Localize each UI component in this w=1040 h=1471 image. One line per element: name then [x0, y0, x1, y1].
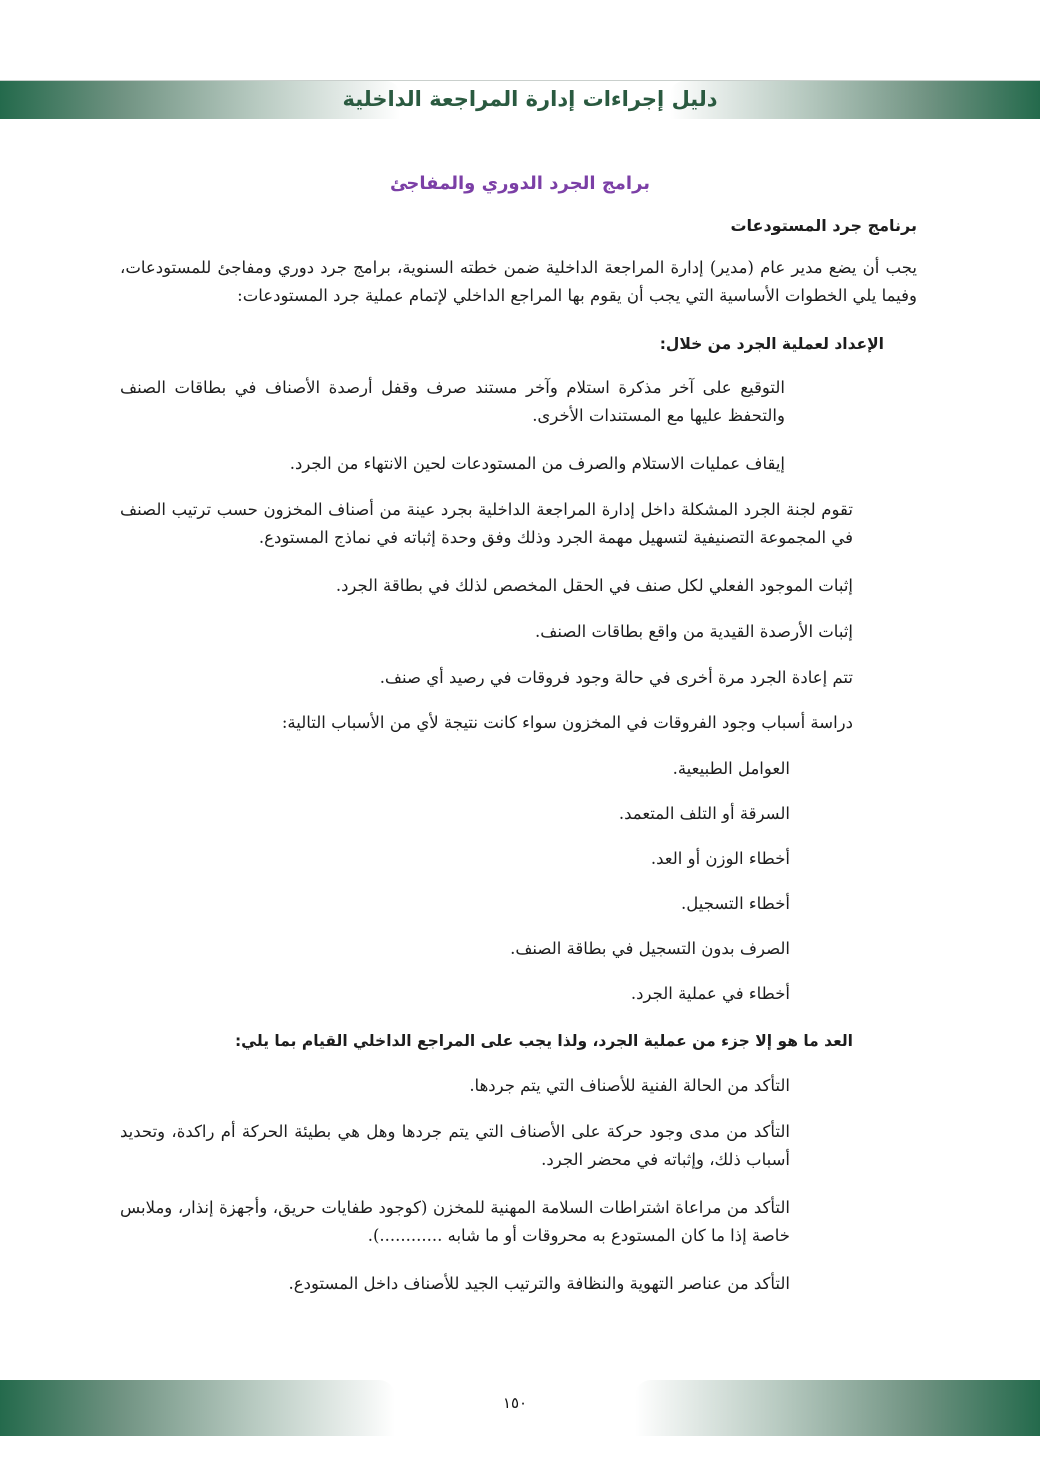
- step-item: دراسة أسباب وجود الفروقات في المخزون سواء كانت نتيجة لأي من الأسباب التالية:: [281, 713, 853, 732]
- prep-heading: الإعداد لعملية الجرد من خلال:: [659, 335, 884, 353]
- prep-item: إيقاف عمليات الاستلام والصرف من المستودعات لحين الانتهاء من الجرد.: [289, 454, 785, 473]
- step-item: إثبات الأرصدة القيدية من واقع بطاقات الصنف.: [535, 622, 853, 641]
- count-item: التأكد من عناصر التهوية والنظافة والترتيب الجيد للأصناف داخل المستودع.: [288, 1274, 790, 1293]
- footer-band-left: [0, 1380, 395, 1436]
- subheading: برنامج جرد المستودعات: [730, 216, 917, 235]
- cause-item: العوامل الطبيعية.: [672, 759, 790, 778]
- prep-item: التوقيع على آخر مذكرة استلام وآخر مستند صرف وقفل أرصدة الأصناف في بطاقات الصنف والتحفظ عليها مع المستندات الأخرى.: [120, 378, 785, 425]
- step-item: تتم إعادة الجرد مرة أخرى في حالة وجود فروقات في رصيد أي صنف.: [379, 668, 853, 687]
- count-item: التأكد من مدى وجود حركة على الأصناف التي يتم جردها وهل هي بطيئة الحركة أم راكدة، وتحديد أسباب ذلك، وإثباته في محضر الجرد.: [120, 1122, 790, 1169]
- cause-item: أخطاء الوزن أو العد.: [650, 849, 790, 868]
- count-item: التأكد من الحالة الفنية للأصناف التي يتم جردها.: [469, 1076, 790, 1095]
- section-title: برامج الجرد الدوري والمفاجئ: [389, 173, 651, 194]
- step-item: إثبات الموجود الفعلي لكل صنف في الحقل المخصص لذلك في بطاقة الجرد.: [335, 576, 853, 595]
- count-heading: العد ما هو إلا جزء من عملية الجرد، ولذا يجب على المراجع الداخلي القيام بما يلي:: [234, 1032, 853, 1050]
- cause-item: أخطاء في عملية الجرد.: [630, 984, 790, 1003]
- cause-item: أخطاء التسجيل.: [680, 894, 790, 913]
- footer-band-right: [635, 1380, 1040, 1436]
- count-item: التأكد من مراعاة اشتراطات السلامة المهنية للمخزن (كوجود طفايات حريق، وأجهزة إنذار، وملابس خاصة إذا ما كان المستودع به محروقات أو ما شابه ............).: [120, 1198, 790, 1245]
- intro-paragraph: يجب أن يضع مدير عام (مدير) إدارة المراجعة الداخلية ضمن خطته السنوية، برامج جرد دوري ومفاجئ للمستودعات، وفيما يلي الخطوات الأساسية التي يجب أن يقوم بها المراجع الداخلي لإتمام عملية جرد المستودعات:: [120, 258, 917, 305]
- cause-item: الصرف بدون التسجيل في بطاقة الصنف.: [510, 939, 790, 958]
- page-number: ١٥٠: [502, 1394, 528, 1412]
- step-item: تقوم لجنة الجرد المشكلة داخل إدارة المراجعة الداخلية بجرد عينة من أصناف المخزون حسب ترتيب الصنف في المجموعة التصنيفية لتسهيل مهمة الجرد وذلك وفق وحدة إثباته في نماذج المستودع.: [120, 500, 853, 547]
- header-title: دليل إجراءات إدارة المراجعة الداخلية: [342, 87, 718, 111]
- cause-item: السرقة أو التلف المتعمد.: [618, 804, 790, 823]
